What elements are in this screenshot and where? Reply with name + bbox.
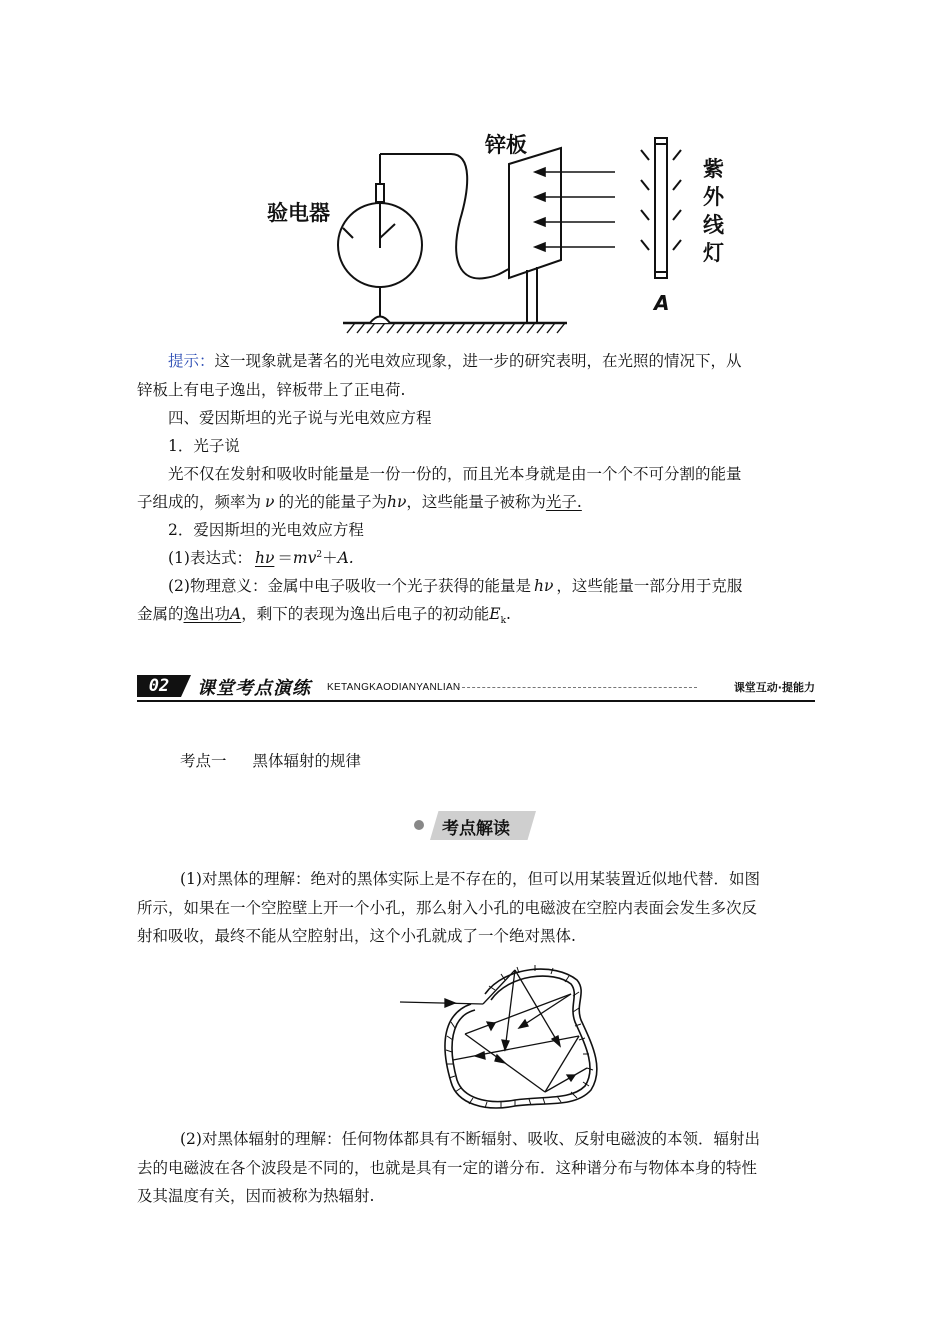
tag-dot <box>414 820 424 830</box>
meaning-line-2 <box>137 602 511 626</box>
item-photon-theory: 1．光子说 <box>168 437 240 455</box>
blackbody-cavity-figure <box>395 958 605 1118</box>
hint-label: 提示： <box>168 352 215 370</box>
hint-text-1: 这一现象就是著名的光电效应现象，进一步的研究表明，在光照的情况下，从 <box>214 352 742 370</box>
work-function-term <box>184 605 242 623</box>
p1-line-3: 射和吸收，最终不能从空腔射出，这个小孔就成了一个绝对黑体. <box>137 927 576 945</box>
lamp-letter: A <box>654 291 670 315</box>
badge-notch <box>181 675 191 697</box>
work-function: 逸出功 <box>183 605 231 623</box>
electroscope <box>338 154 511 323</box>
kinetic-energy-subscript: k <box>500 616 507 627</box>
meaning-line-1 <box>168 574 742 598</box>
ground-hatching <box>347 323 565 333</box>
p1-line-1: (1)对黑体的理解：绝对的黑体实际上是不存在的，但可以用某装置近似地代替．如图 <box>180 870 760 888</box>
item-einstein-equation: 2．爱因斯坦的光电效应方程 <box>168 521 364 539</box>
expression-label: (1)表达式： <box>168 549 252 567</box>
energy-symbol: hν <box>386 493 407 511</box>
photon-line-1: 光不仅在发射和吸收时能量是一份一份的，而且光本身就是由一个个不可分割的能量 <box>168 465 742 483</box>
expr-mv: mv <box>292 549 317 567</box>
section-heading: 四、爱因斯坦的光子说与光电效应方程 <box>168 409 432 427</box>
section-number-badge: 02 <box>137 675 181 697</box>
banner-dashed-divider <box>457 687 697 688</box>
uv-lamp-label-char-1: 紫 <box>703 157 724 181</box>
kinetic-energy-symbol: E <box>489 605 501 623</box>
photon-text-a: 子组成的，频率为 <box>137 493 262 511</box>
kaodian-jiedu-tag <box>414 811 538 841</box>
hint-line-1 <box>168 349 742 373</box>
kaodian-label: 考点一 <box>180 752 227 770</box>
photon-text-c: ，这些能量子被称为 <box>406 493 546 511</box>
meaning-text-d: ，剩下的表现为逸出后电子的初动能 <box>241 605 490 623</box>
photoelectric-figure <box>255 120 735 345</box>
uv-lamp <box>641 138 681 278</box>
expr-a: A. <box>337 549 354 567</box>
p1-line-2: 所示，如果在一个空腔壁上开一个小孔，那么射入小孔的电磁波在空腔内表面会发生多次反 <box>137 899 758 917</box>
p2-line-1: (2)对黑体辐射的理解：任何物体都具有不断辐射、吸收、反射电磁波的本领．辐射出 <box>180 1130 760 1148</box>
p2-line-2: 去的电磁波在各个波段是不同的，也就是具有一定的谱分布．这种谱分布与物体本身的特性 <box>137 1159 758 1177</box>
expression-formula <box>252 549 277 567</box>
meaning-end: . <box>506 605 511 623</box>
banner-subtitle: 课堂互动·提能力 <box>733 681 815 694</box>
photon-line-2 <box>137 490 602 514</box>
tag-label: 考点解读 <box>442 819 510 839</box>
photon-term: 光子. <box>545 493 582 511</box>
meaning-hv: hν <box>533 577 554 595</box>
kaodian-heading <box>180 749 361 773</box>
meaning-text-c: 金属的 <box>137 605 184 623</box>
kaodian-title: 黑体辐射的规律 <box>252 752 362 770</box>
work-function-symbol: A <box>230 605 242 623</box>
p2-line-3: 及其温度有关，因而被称为热辐射. <box>137 1187 375 1205</box>
zinc-plate-label: 锌板 <box>485 133 527 157</box>
expression-line <box>168 546 354 570</box>
meaning-text-a: (2)物理意义：金属中电子吸收一个光子获得的能量是 <box>168 577 531 595</box>
expr-hv: hν <box>254 549 275 567</box>
reflection-rays <box>400 970 587 1092</box>
hint-line-2: 锌板上有电子逸出，锌板带上了正电荷. <box>137 381 406 399</box>
banner-rule <box>137 700 815 702</box>
section-banner <box>137 672 815 702</box>
expr-plus: ＋ <box>322 549 338 567</box>
banner-title: 课堂考点演练 <box>197 678 311 699</box>
electroscope-label: 验电器 <box>267 201 330 225</box>
expr-eq: ＝ <box>277 549 293 567</box>
frequency-symbol: ν <box>265 493 275 511</box>
expr-sup: 2 <box>316 549 323 560</box>
zinc-plate <box>509 148 561 323</box>
meaning-text-b: ，这些能量一部分用于克服 <box>556 577 743 595</box>
banner-pinyin: KETANGKAODIANYANLIAN <box>327 682 461 693</box>
uv-lamp-label-char-4: 灯 <box>703 241 724 265</box>
uv-lamp-label-char-3: 线 <box>703 213 724 237</box>
photon-text-b: 的光的能量子为 <box>278 493 387 511</box>
uv-lamp-label-char-2: 外 <box>703 185 724 209</box>
